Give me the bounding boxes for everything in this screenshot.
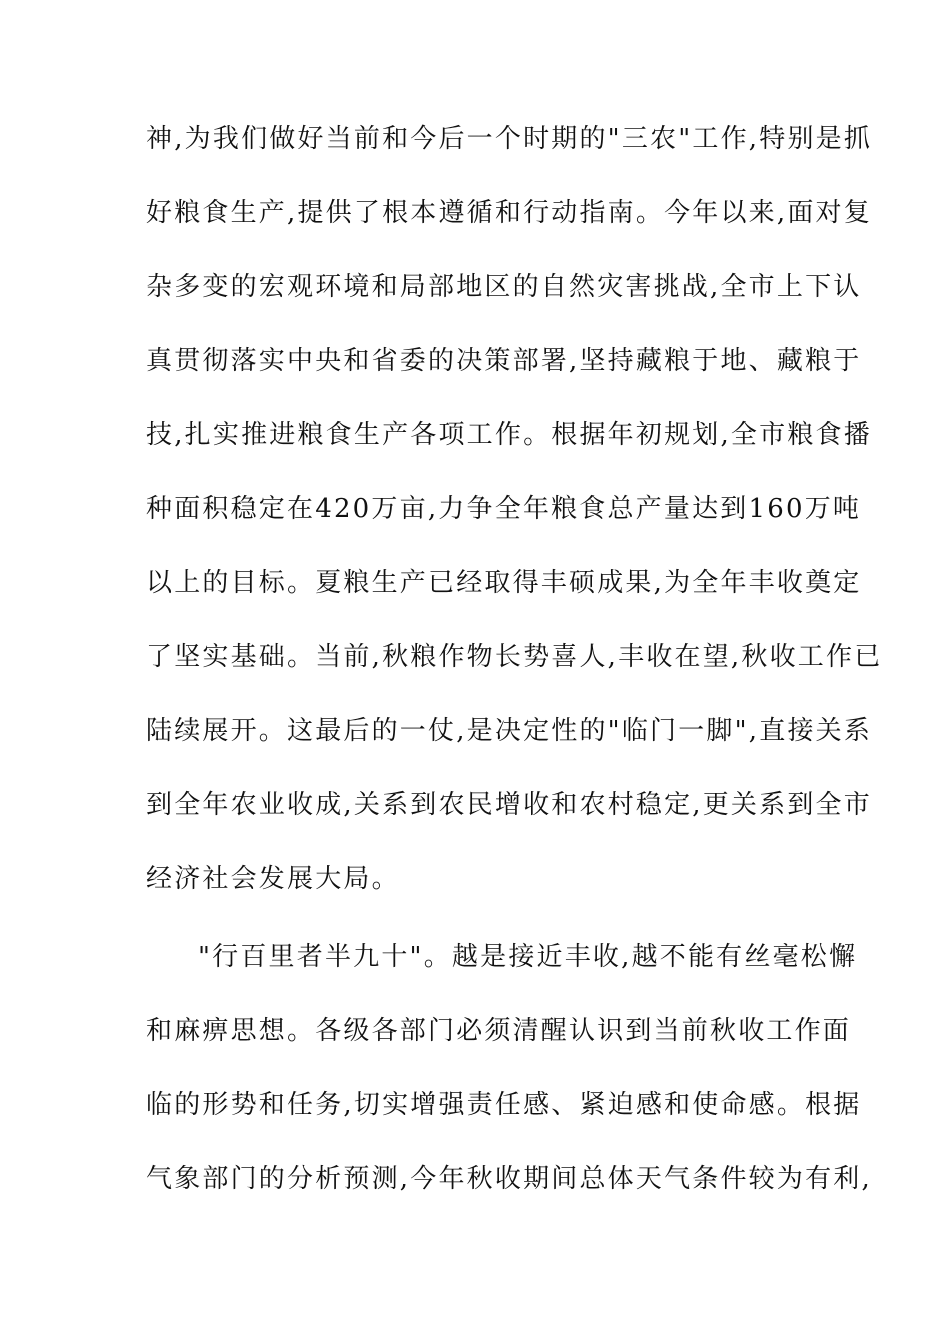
paragraph-1-line-1: 神,为我们做好当前和今后一个时期的"三农"工作,特别是抓 (146, 124, 873, 154)
paragraph-2-line-2: 和麻痹思想。各级各部门必须清醒认识到当前秋收工作面 (146, 1016, 852, 1046)
paragraph-1-line-11: 经济社会发展大局。 (146, 864, 400, 894)
paragraph-1-line-9: 陆续展开。这最后的一仗,是决定性的"临门一脚",直接关系 (146, 716, 873, 746)
paragraph-1-line-6: 种面积稳定在420万亩,力争全年粮食总产量达到160万吨 (146, 494, 862, 524)
paragraph-1-line-5: 技,扎实推进粮食生产各项工作。根据年初规划,全市粮食播 (146, 420, 872, 450)
paragraph-2-line-1: "行百里者半九十"。越是接近丰收,越不能有丝毫松懈 (198, 942, 858, 972)
paragraph-1-line-7: 以上的目标。夏粮生产已经取得丰硕成果,为全年丰收奠定 (146, 568, 862, 598)
paragraph-1-line-4: 真贯彻落实中央和省委的决策部署,坚持藏粮于地、藏粮于 (146, 346, 862, 376)
paragraph-1-line-8: 了坚实基础。当前,秋粮作物长势喜人,丰收在望,秋收工作已 (146, 642, 883, 672)
paragraph-2-line-3: 临的形势和任务,切实增强责任感、紧迫感和使命感。根据 (146, 1090, 862, 1120)
paragraph-1-line-2: 好粮食生产,提供了根本遵循和行动指南。今年以来,面对复 (146, 198, 872, 228)
paragraph-1-line-3: 杂多变的宏观环境和局部地区的自然灾害挑战,全市上下认 (146, 272, 862, 302)
paragraph-1-line-10: 到全年农业收成,关系到农民增收和农村稳定,更关系到全市 (146, 790, 872, 820)
paragraph-2-line-4: 气象部门的分析预测,今年秋收期间总体天气条件较为有利, (146, 1164, 872, 1194)
